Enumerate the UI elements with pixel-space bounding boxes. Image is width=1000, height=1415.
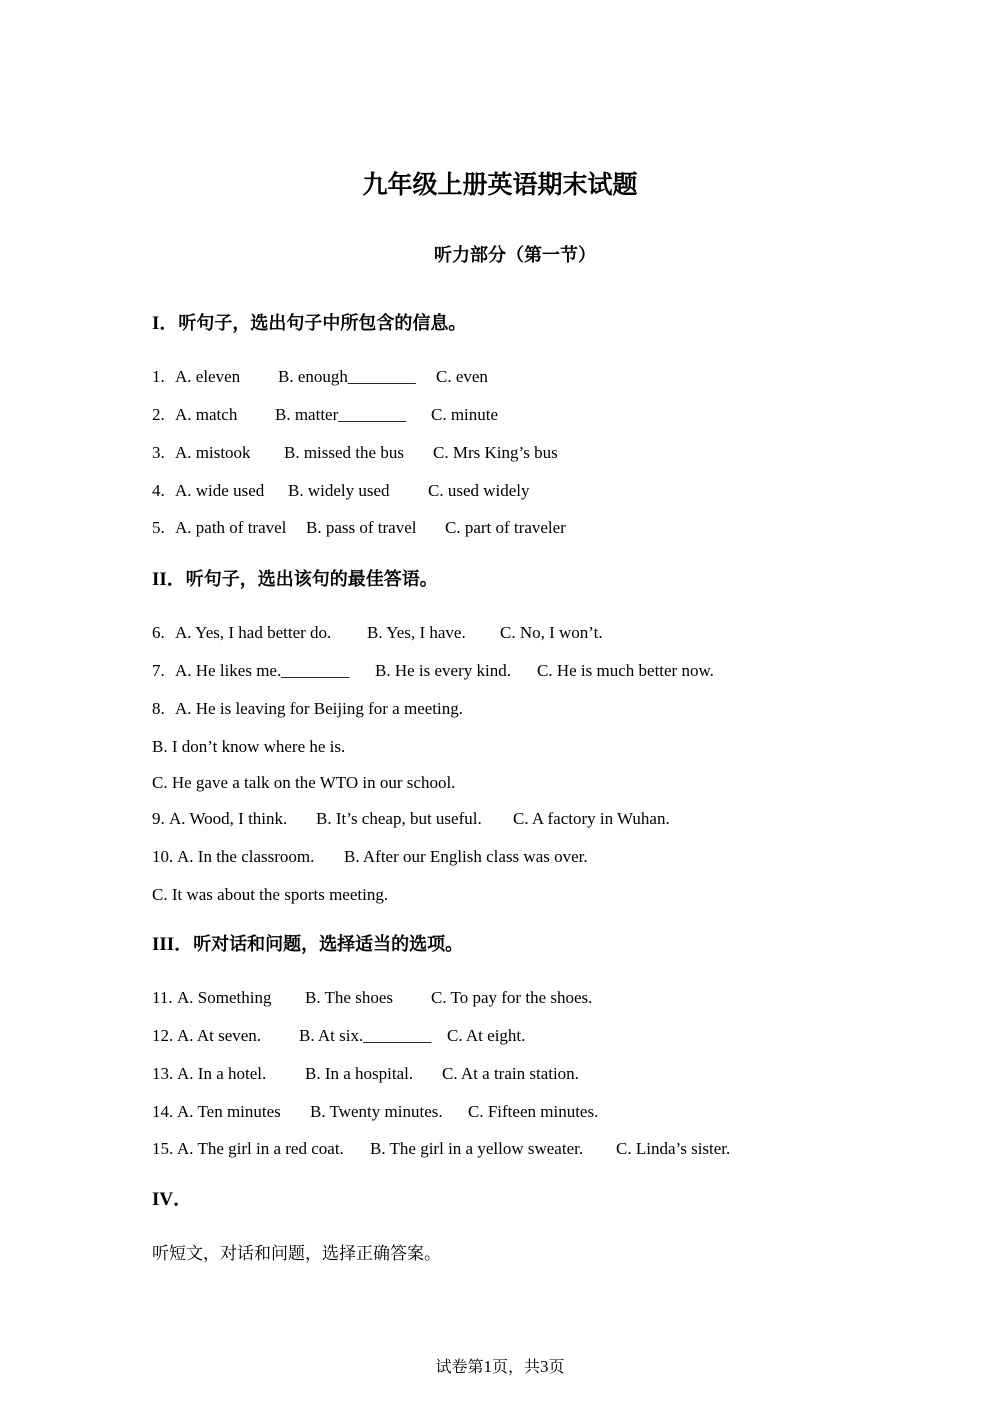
section-number: I． bbox=[152, 313, 179, 334]
section-number: IV． bbox=[152, 1189, 193, 1210]
option-b: B. It’s cheap, but useful. bbox=[316, 809, 482, 828]
option-c: C. part of traveler bbox=[445, 518, 566, 537]
option-a: A. Wood, I think. bbox=[169, 809, 288, 828]
option-c: C. He gave a talk on the WTO in our school. bbox=[152, 773, 456, 792]
question-number: 13. bbox=[152, 1064, 174, 1083]
option-b: B. In a hospital. bbox=[305, 1064, 414, 1083]
option-b: B. Yes, I have. bbox=[367, 623, 466, 642]
question-number: 14. bbox=[152, 1102, 174, 1121]
section-4-instruction: 听短文，对话和问题，选择正确答案。 bbox=[152, 1244, 441, 1264]
footer-mid: 页，共 bbox=[491, 1357, 540, 1376]
option-b: B. matter________ bbox=[275, 405, 407, 424]
question-number: 2. bbox=[152, 405, 165, 424]
section-instruction: 听对话和问题，选择适当的选项。 bbox=[193, 934, 464, 955]
option-c: C. He is much better now. bbox=[537, 661, 714, 680]
option-c: C. minute bbox=[431, 405, 499, 424]
option-a: A. Ten minutes bbox=[177, 1102, 281, 1121]
section-heading-2 bbox=[152, 567, 438, 593]
section-heading-4 bbox=[152, 1187, 192, 1213]
option-a: A. eleven bbox=[175, 367, 241, 386]
option-a: A. In the classroom. bbox=[177, 847, 315, 866]
option-b: B. The shoes bbox=[305, 988, 393, 1007]
option-b: B. He is every kind. bbox=[375, 661, 511, 680]
current-page-number: 1 bbox=[483, 1357, 492, 1376]
option-b: B. After our English class was over. bbox=[344, 847, 588, 866]
option-c: C. No, I won’t. bbox=[500, 623, 603, 642]
total-pages: 3 bbox=[540, 1357, 549, 1376]
option-c: C. Mrs King’s bus bbox=[433, 443, 558, 462]
option-c: C. Linda’s sister. bbox=[616, 1139, 731, 1158]
option-a: A. He likes me.________ bbox=[175, 661, 350, 680]
option-a: A. At seven. bbox=[177, 1026, 262, 1045]
section-heading-1 bbox=[152, 311, 466, 337]
section-number: III． bbox=[152, 934, 194, 955]
option-a: A. Yes, I had better do. bbox=[175, 623, 332, 642]
question-number: 5. bbox=[152, 518, 165, 537]
option-a: A. match bbox=[175, 405, 238, 424]
question-number: 10. bbox=[152, 847, 174, 866]
option-c: C. A factory in Wuhan. bbox=[513, 809, 670, 828]
document-title: 九年级上册英语期末试题 bbox=[362, 170, 638, 199]
option-c: C. even bbox=[436, 367, 488, 386]
option-c: C. Fifteen minutes. bbox=[468, 1102, 599, 1121]
option-c: C. It was about the sports meeting. bbox=[152, 885, 389, 904]
question-number: 15. bbox=[152, 1139, 174, 1158]
section-heading-3 bbox=[152, 932, 463, 958]
option-b: B. widely used bbox=[288, 481, 390, 500]
footer-prefix: 试卷第 bbox=[435, 1357, 484, 1376]
option-a: A. He is leaving for Beijing for a meeting. bbox=[175, 699, 463, 718]
section-instruction: 听句子，选出该句的最佳答语。 bbox=[185, 569, 438, 590]
section-instruction: 听句子，选出句子中所包含的信息。 bbox=[178, 313, 467, 334]
question-number: 1. bbox=[152, 367, 165, 386]
option-b: B. missed the bus bbox=[284, 443, 404, 462]
question-number: 6. bbox=[152, 623, 165, 642]
option-a: A. mistook bbox=[175, 443, 251, 462]
page-footer bbox=[0, 1356, 1000, 1378]
option-a: A. The girl in a red coat. bbox=[177, 1139, 344, 1158]
question-number: 4. bbox=[152, 481, 165, 500]
question-number: 12. bbox=[152, 1026, 174, 1045]
option-c: C. At eight. bbox=[447, 1026, 526, 1045]
option-a: A. path of travel bbox=[175, 518, 287, 537]
option-b: B. I don’t know where he is. bbox=[152, 737, 346, 756]
question-number: 8. bbox=[152, 699, 165, 718]
option-b: B. enough________ bbox=[278, 367, 416, 386]
option-b: B. At six.________ bbox=[299, 1026, 432, 1045]
question-number: 3. bbox=[152, 443, 165, 462]
option-a: A. Something bbox=[177, 988, 272, 1007]
footer-suffix: 页 bbox=[548, 1357, 565, 1376]
option-b: B. The girl in a yellow sweater. bbox=[370, 1139, 584, 1158]
question-number: 11. bbox=[152, 988, 173, 1007]
section-number: II． bbox=[152, 569, 186, 590]
option-c: C. To pay for the shoes. bbox=[431, 988, 593, 1007]
option-a: A. wide used bbox=[175, 481, 265, 500]
option-c: C. At a train station. bbox=[442, 1064, 579, 1083]
question-number: 9. bbox=[152, 809, 165, 828]
option-b: B. pass of travel bbox=[306, 518, 417, 537]
option-a: A. In a hotel. bbox=[177, 1064, 267, 1083]
question-number: 7. bbox=[152, 661, 165, 680]
section-subtitle: 听力部分（第一节） bbox=[434, 245, 596, 266]
option-c: C. used widely bbox=[428, 481, 530, 500]
option-b: B. Twenty minutes. bbox=[310, 1102, 443, 1121]
